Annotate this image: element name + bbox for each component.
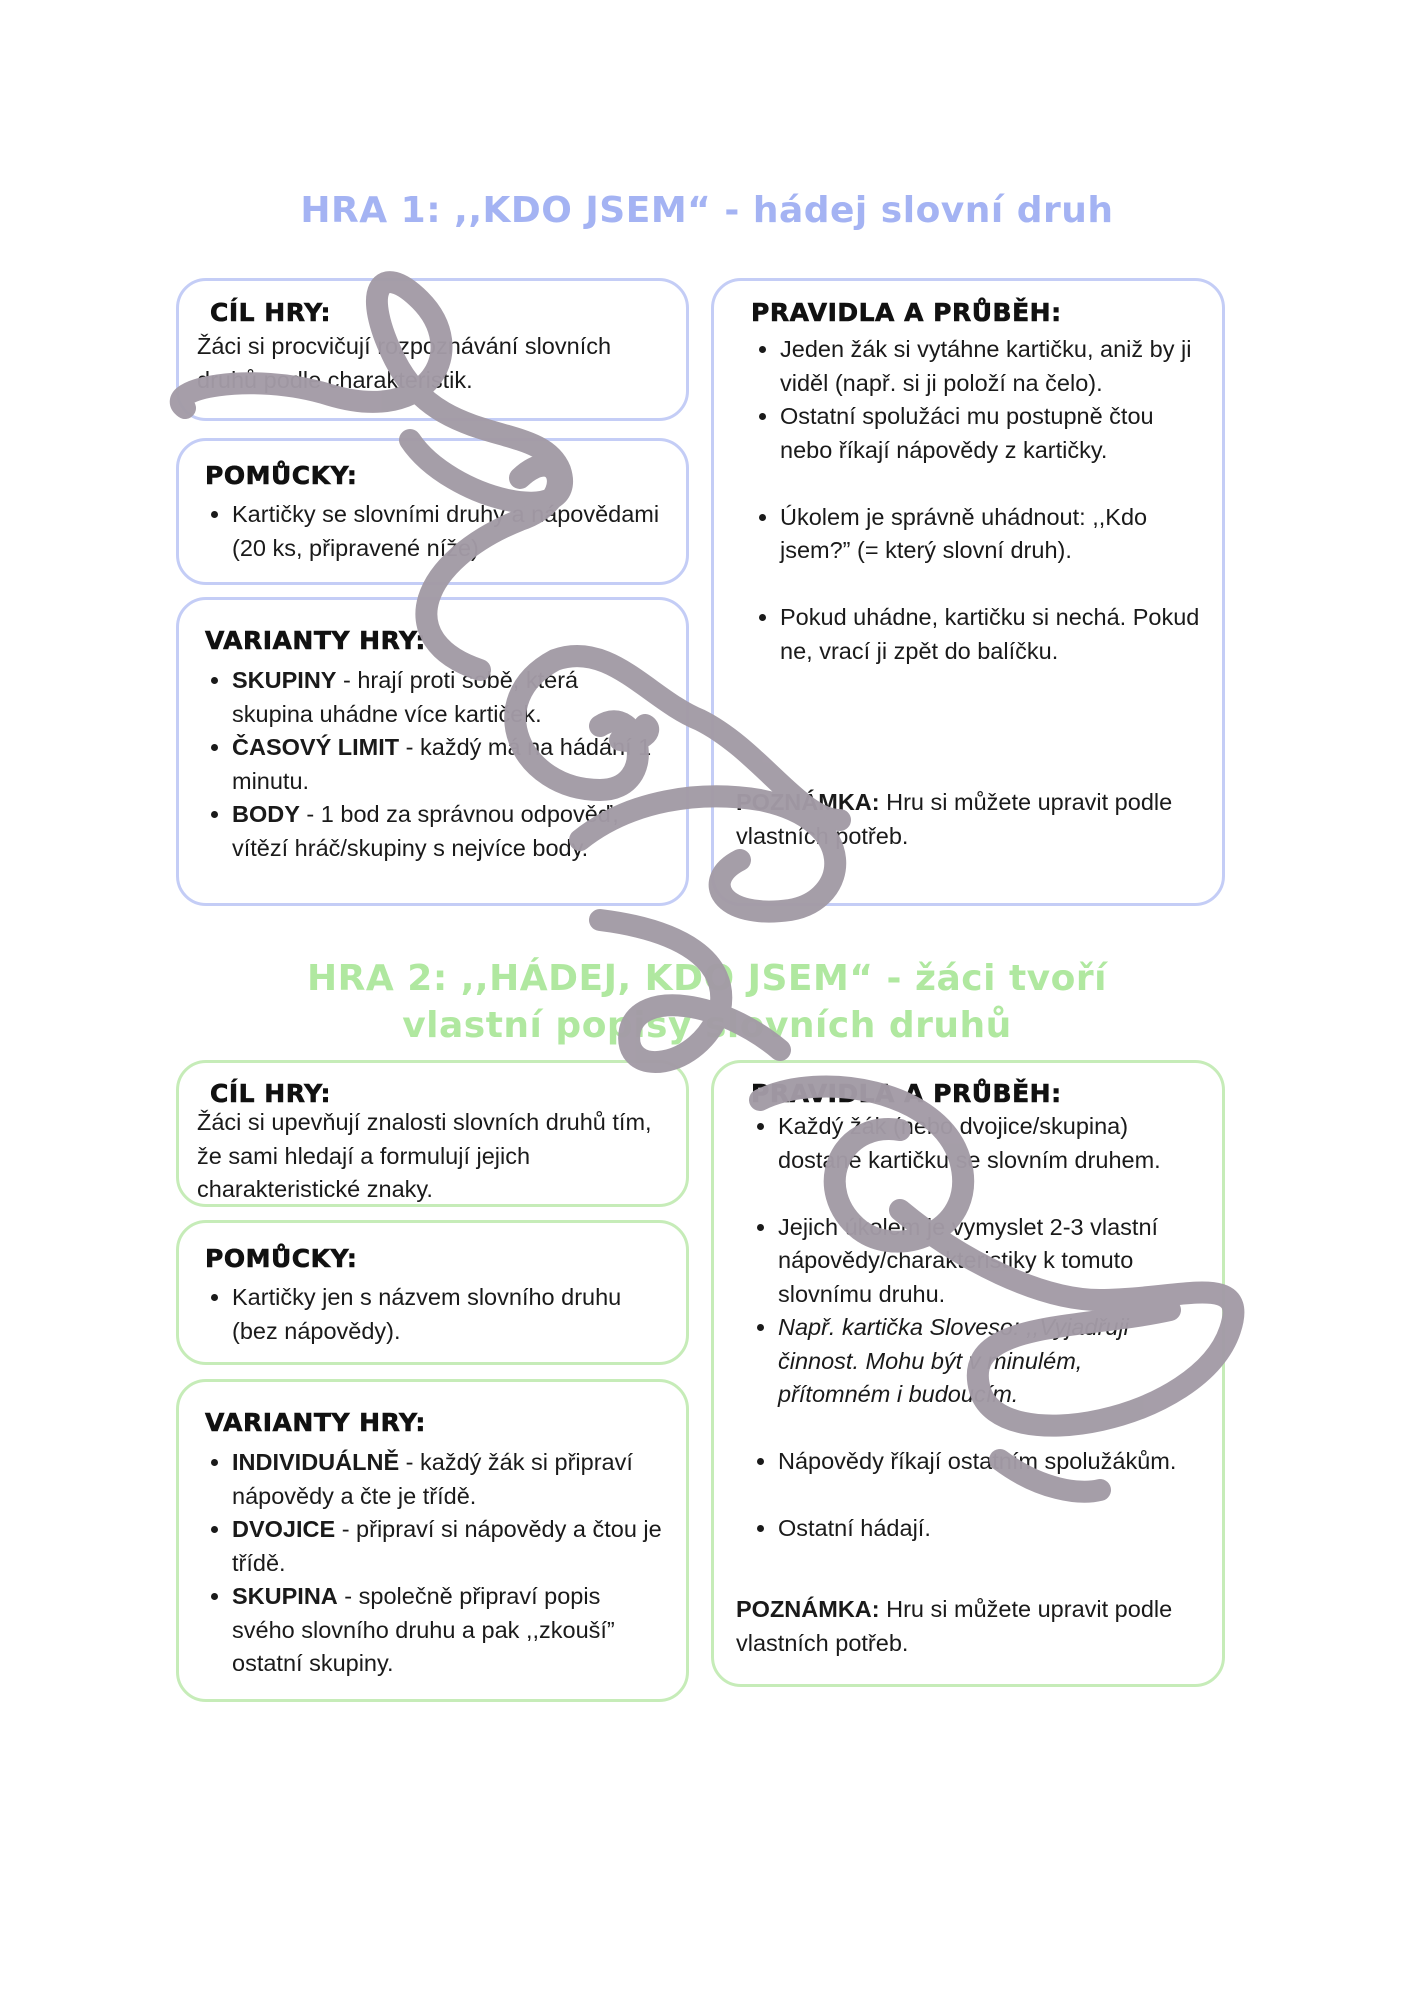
- game2-variants-card: [176, 1379, 689, 1702]
- game1-tools-list: [201, 498, 664, 565]
- game2-goal-card: [176, 1060, 689, 1207]
- game2-title-line2: vlastní popisy slovních druhů: [402, 1005, 1012, 1046]
- game1-variants-heading: VARIANTY HRY:: [205, 626, 426, 655]
- game1-variant-item: [232, 664, 664, 731]
- game2-variant-term: INDIVIDUÁLNĚ: [232, 1449, 400, 1475]
- game1-note-text: Hru si můžete upravit podle vlastních potřeb.: [736, 789, 1173, 849]
- game1-rule-item: • Úkolem je správně uhádnout: ,,Kdo jsem?” (= který slovní druh).: [780, 501, 1200, 568]
- game1-rules-heading: PRAVIDLA A PRŮBĚH:: [751, 298, 1062, 327]
- game1-rule-item: • Ostatní spolužáci mu postupně čtou nebo říkají nápovědy z kartičky.: [780, 400, 1200, 467]
- game2-variant-item: [232, 1513, 664, 1580]
- game1-variant-term: BODY: [232, 801, 300, 827]
- game1-variant-desc: - hrají proti sobě, která skupina uhádne více kartiček.: [232, 667, 579, 727]
- game2-goal-heading: CÍL HRY:: [210, 1079, 332, 1108]
- game2-variant-desc: - připraví si nápovědy a čtou je třídě.: [232, 1516, 662, 1576]
- game2-title-line1: HRA 2: ,,HÁDEJ, KDO JSEM“ - žáci tvoří: [307, 958, 1107, 999]
- game2-variant-item: [232, 1446, 664, 1513]
- game2-note-label: POZNÁMKA:: [736, 1596, 880, 1622]
- game2-variant-item: [232, 1580, 664, 1681]
- game2-rules-list: [736, 1110, 1200, 1546]
- game2-variant-desc: - společně připraví popis svého slovního druhu a pak ,,zkouší” ostatní skupiny.: [232, 1583, 615, 1676]
- game2-goal-text: Žáci si upevňují znalosti slovních druhů tím, že sami hledají a formulují jejich charakteristické znaky.: [197, 1109, 652, 1202]
- game1-variant-desc: - 1 bod za správnou odpověď, vítězí hráč/skupiny s nejvíce body.: [232, 801, 619, 861]
- game1-rule-item: • Jeden žák si vytáhne kartičku, aniž by ji viděl (např. si ji položí na čelo).: [780, 333, 1200, 400]
- game1-rule-item: • Pokud uhádne, kartičku si nechá. Pokud ne, vrací ji zpět do balíčku.: [780, 601, 1200, 668]
- game2-rules-heading: PRAVIDLA A PRŮBĚH:: [751, 1079, 1062, 1108]
- game2-rule-item: • Každý žák (nebo dvojice/skupina) dostane kartičku se slovním druhem.: [778, 1110, 1200, 1177]
- game1-variant-item: [232, 798, 664, 865]
- game2-rule-example: Např. kartička Sloveso: ,,Vyjadřuji činnost. Mohu být v minulém, přítomném i budoucím.: [778, 1314, 1129, 1407]
- game2-note-text: Hru si můžete upravit podle vlastních potřeb.: [736, 1596, 1173, 1656]
- game2-variant-desc: - každý žák si připraví nápovědy a čte je třídě.: [232, 1449, 633, 1509]
- game1-goal-heading: CÍL HRY:: [210, 298, 332, 327]
- game1-tools-heading: POMŮCKY:: [205, 461, 358, 490]
- game2-tools-card: [176, 1220, 689, 1365]
- game2-variant-term: DVOJICE: [232, 1516, 336, 1542]
- game1-tools-card: [176, 438, 689, 585]
- game1-variant-term: SKUPINY: [232, 667, 337, 693]
- game2-tools-list: [201, 1281, 664, 1348]
- game2-rule-item: • Nápovědy říkají ostatním spolužákům.: [778, 1445, 1200, 1479]
- game1-note-label: POZNÁMKA:: [736, 789, 880, 815]
- game2-note: [736, 1593, 1200, 1660]
- game2-tools-item: • Kartičky jen s názvem slovního druhu (bez nápovědy).: [232, 1281, 664, 1348]
- game1-tools-item: • Kartičky se slovními druhy a nápovědami (20 ks, připravené níže): [232, 498, 664, 565]
- game2-rules-card: [711, 1060, 1225, 1687]
- game1-rules-list: [736, 333, 1200, 668]
- game2-rule-item: [778, 1311, 1200, 1412]
- game1-note: [736, 786, 1200, 853]
- game2-tools-heading: POMŮCKY:: [205, 1244, 358, 1273]
- game2-variants-heading: VARIANTY HRY:: [205, 1408, 426, 1437]
- game1-variants-list: [201, 664, 664, 865]
- game1-variant-item: [232, 731, 664, 798]
- game1-variant-term: ČASOVÝ LIMIT: [232, 734, 400, 760]
- game2-rule-item: • Jejich úkolem je vymyslet 2-3 vlastní nápovědy/charakteristiky k tomuto slovnímu druhu.: [778, 1211, 1200, 1312]
- game1-variant-desc: - každý má na hádání 1 minutu.: [232, 734, 652, 794]
- game1-title: HRA 1: ,,KDO JSEM“ - hádej slovní druh: [300, 190, 1114, 231]
- game1-goal-card: [176, 278, 689, 421]
- game2-variant-term: SKUPINA: [232, 1583, 338, 1609]
- game2-title: [0, 955, 1414, 1049]
- game1-variants-card: [176, 597, 689, 906]
- game1-goal-text: Žáci si procvičují rozpoznávání slovních druhů podle charakteristik.: [197, 333, 612, 393]
- game2-variants-list: [201, 1446, 664, 1681]
- game1-rules-card: [711, 278, 1225, 906]
- game2-rule-item: • Ostatní hádají.: [778, 1512, 1200, 1546]
